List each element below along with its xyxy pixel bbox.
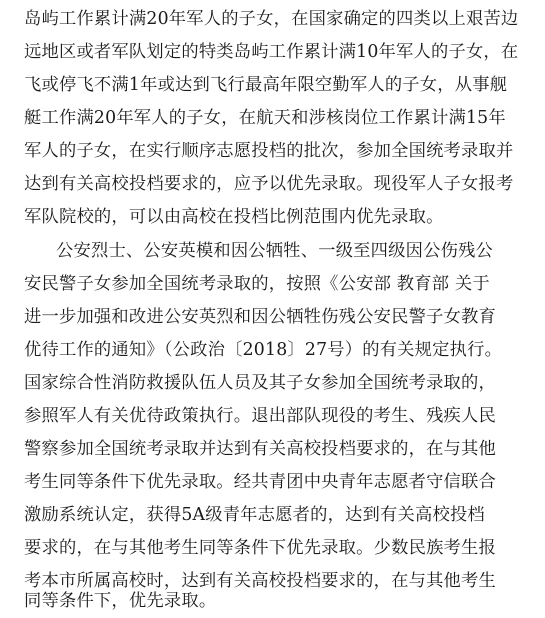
text-line: 岛屿工作累计满20年军人的子女，在国家确定的四类以上艰苦边 [24, 9, 519, 29]
text-line: 进一步加强和改进公安英烈和因公牺牲伤残公安民警子女教育 [24, 307, 496, 327]
text-line: 军人的子女，在实行顺序志愿投档的批次，参加全国统考录取并 [24, 141, 514, 161]
text-line: 激励系统认定，获得5A级青年志愿者的，达到有关高校投档 [24, 505, 485, 525]
text-line: 军队院校的，可以由高校在投档比例范围内优先录取。 [24, 207, 444, 227]
text-line: 警察参加全国统考录取并达到有关高校投档要求的，在与其他 [24, 439, 496, 459]
text-line: 优待工作的通知》（公政治〔2018〕27号）的有关规定执行。 [24, 340, 503, 360]
text-line: 要求的，在与其他考生同等条件下优先录取。少数民族考生报 [24, 538, 496, 558]
text-line: 考本市所属高校时，达到有关高校投档要求的，在与其他考生 [24, 571, 496, 591]
text-line: 国家综合性消防救援队伍人员及其子女参加全国统考录取的， [24, 373, 496, 393]
text-line: 考生同等条件下优先录取。经共青团中央青年志愿者守信联合 [24, 472, 496, 492]
text-line: 参照军人有关优待政策执行。退出部队现役的考生、残疾人民 [24, 406, 496, 426]
paragraph-first-line: 公安烈士、公安英模和因公牺牲、一级至四级因公伤残公 [56, 241, 494, 261]
text-line: 同等条件下，优先录取。 [24, 591, 217, 611]
text-line: 达到有关高校投档要求的，应予以优先录取。现役军人子女报考 [24, 174, 514, 194]
text-line: 飞或停飞不满1年或达到飞行最高年限空勤军人的子女，从事舰 [24, 75, 508, 95]
text-line: 艇工作满20年军人的子女，在航天和涉核岗位工作累计满15年 [24, 108, 506, 128]
text-line: 远地区或者军队划定的特类岛屿工作累计满10年军人的子女，在 [24, 42, 519, 62]
text-line: 安民警子女参加全国统考录取的，按照《公安部 教育部 关于 [24, 274, 490, 294]
